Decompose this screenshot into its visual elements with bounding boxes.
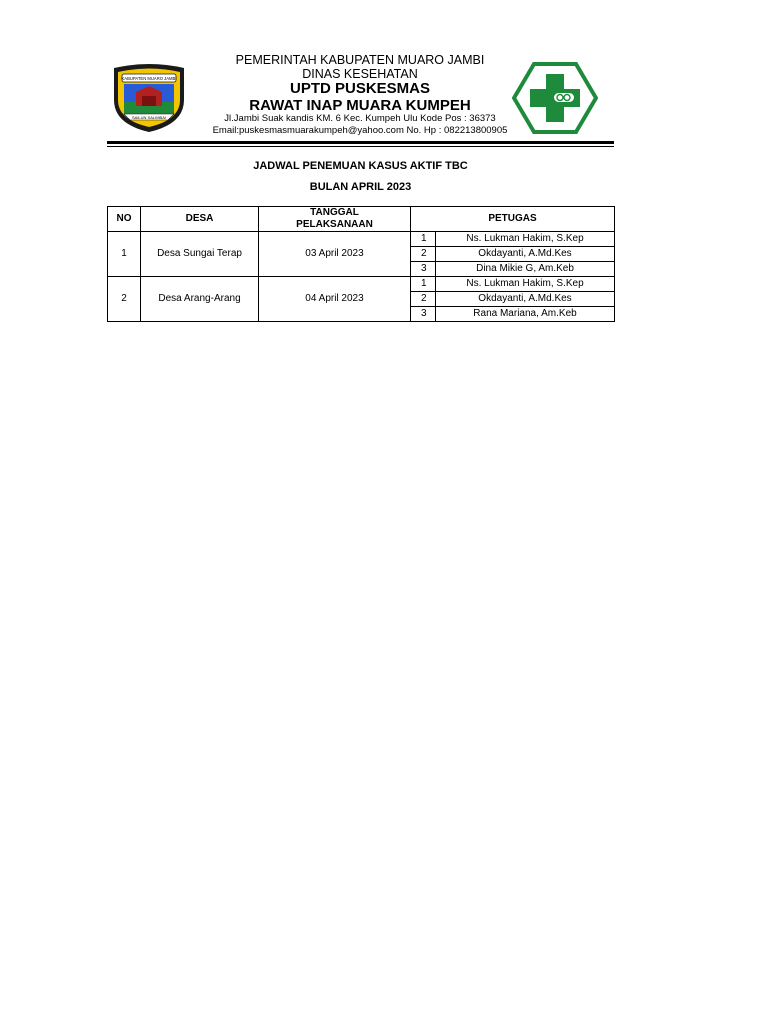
table-header-row — [108, 207, 615, 232]
government-name: PEMERINTAH KABUPATEN MUARO JAMBI — [235, 53, 485, 67]
facility-name: RAWAT INAP MUARA KUMPEH — [249, 97, 471, 114]
officer-no: 3 — [411, 262, 436, 277]
officer-name: Okdayanti, A.Md.Kes — [436, 247, 615, 262]
contact-line: Email:puskesmasmuarakumpeh@yahoo.com No. Hp : 082213800905 — [212, 125, 508, 136]
agency-name: DINAS KESEHATAN — [302, 67, 418, 81]
officer-no: 1 — [411, 232, 436, 247]
address-line: Jl.Jambi Suak kandis KM. 6 Kec. Kumpeh Ulu Kode Pos : 36373 — [224, 113, 496, 124]
header-date — [259, 207, 411, 232]
row-no: 1 — [108, 232, 141, 277]
officer-name: Okdayanti, A.Md.Kes — [436, 292, 615, 307]
table-row — [108, 277, 615, 292]
officer-no: 1 — [411, 277, 436, 292]
row-date: 04 April 2023 — [259, 277, 411, 322]
document-month: BULAN APRIL 2023 — [309, 181, 412, 193]
officer-name: Ns. Lukman Hakim, S.Kep — [436, 277, 615, 292]
header-no: NO — [108, 207, 141, 232]
header-date-line2: PELAKSANAAN — [296, 219, 373, 230]
table-row — [108, 232, 615, 247]
row-date: 03 April 2023 — [259, 232, 411, 277]
letterhead-rule-thin — [107, 146, 614, 147]
emblem-motto-text: SAILUN SALIMBAI — [131, 115, 167, 120]
unit-name: UPTD PUSKESMAS — [289, 80, 431, 97]
officer-name: Ns. Lukman Hakim, S.Kep — [436, 232, 615, 247]
row-no: 2 — [108, 277, 141, 322]
letterhead-rule-thick — [107, 141, 614, 144]
emblem-banner-text: KABUPATEN MUARO JAMBI — [121, 76, 177, 81]
header-village: DESA — [141, 207, 259, 232]
row-village: Desa Arang-Arang — [141, 277, 259, 322]
officer-no: 2 — [411, 247, 436, 262]
schedule-table — [107, 206, 615, 322]
officer-no: 3 — [411, 307, 436, 322]
row-village: Desa Sungai Terap — [141, 232, 259, 277]
officer-no: 2 — [411, 292, 436, 307]
document-title: JADWAL PENEMUAN KASUS AKTIF TBC — [253, 160, 468, 172]
header-date-line1: TANGGAL — [310, 207, 359, 218]
officer-name: Rana Mariana, Am.Keb — [436, 307, 615, 322]
officer-name: Dina Mikie G, Am.Keb — [436, 262, 615, 277]
header-officers: PETUGAS — [411, 207, 615, 232]
